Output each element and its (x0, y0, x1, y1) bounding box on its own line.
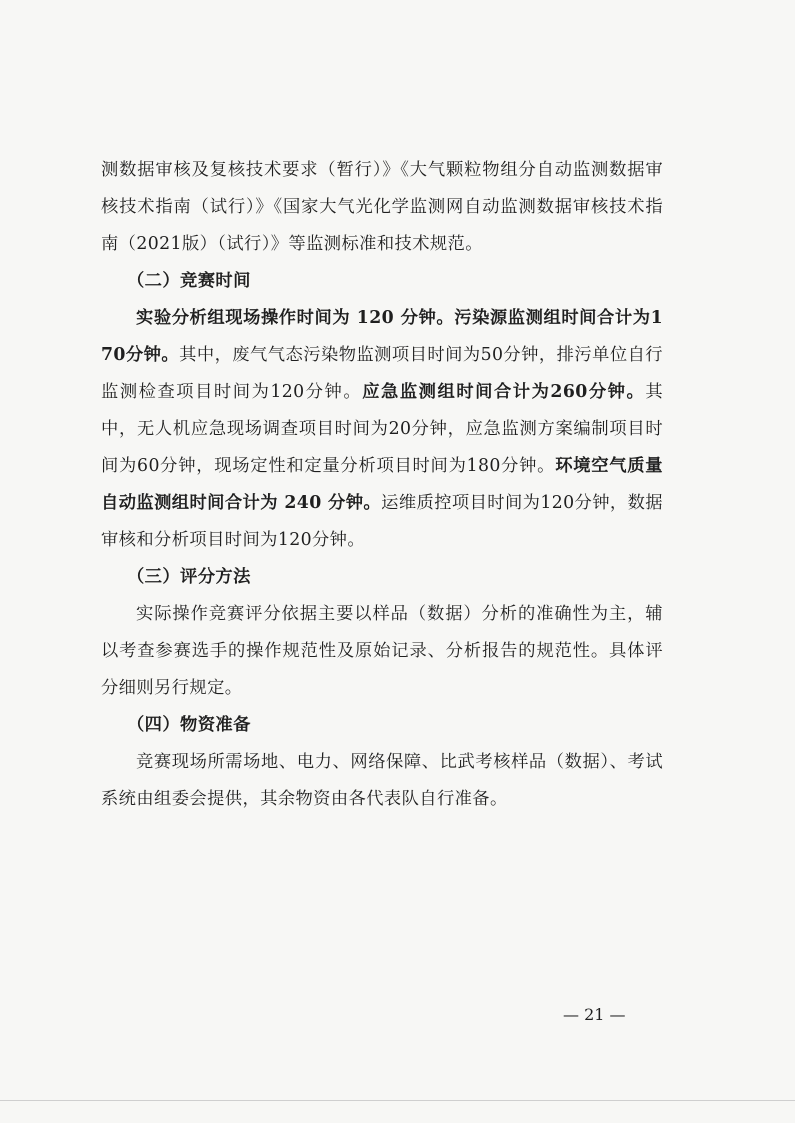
time-emergency-group: 应急监测组时间合计为260分钟。 (362, 382, 646, 402)
time-air-quality-group: 环境空气质量自动监测组时间合计为 240 分钟。 (101, 456, 663, 513)
intro-paragraph: 测数据审核及复核技术要求（暂行）》《大气颗粒物组分自动监测数据审核技术指南（试行）》《国家大气光化学监测网自动监测数据审核技术指南（2021版）（试行）》等监测标准和技术规范。 (101, 160, 663, 254)
section-heading-materials: （四）物资准备 (127, 715, 251, 735)
section-paragraph-time (101, 300, 663, 559)
page-bottom-edge (0, 1100, 795, 1101)
time-pollution-detail: 其中，废气气态污染物监测项目时间为50分钟，排污单位自行监测检查项目时间为120分钟。 (101, 345, 663, 402)
section-paragraph-scoring: 实际操作竞赛评分依据主要以样品（数据）分析的准确性为主，辅以考查参赛选手的操作规范性及原始记录、分析报告的规范性。具体评分细则另行规定。 (101, 604, 663, 698)
page-number: — 21 — (563, 1005, 626, 1024)
time-emergency-detail: 其中，无人机应急现场调查项目时间为20分钟，应急监测方案编制项目时间为60分钟，现场定性和定量分析项目时间为180分钟。 (101, 382, 663, 476)
time-experimental-group: 实验分析组现场操作时间为 120 分钟。 (136, 308, 455, 328)
document-body (101, 152, 663, 818)
time-pollution-group: 污染源监测组时间合计为170分钟。 (101, 308, 664, 365)
section-paragraph-materials: 竞赛现场所需场地、电力、网络保障、比武考核样品（数据）、考试系统由组委会提供，其余物资由各代表队自行准备。 (101, 752, 663, 809)
section-heading-time: （二）竞赛时间 (127, 271, 251, 291)
time-air-quality-detail: 运维质控项目时间为120分钟，数据审核和分析项目时间为120分钟。 (101, 493, 663, 550)
section-heading-scoring: （三）评分方法 (127, 567, 251, 587)
